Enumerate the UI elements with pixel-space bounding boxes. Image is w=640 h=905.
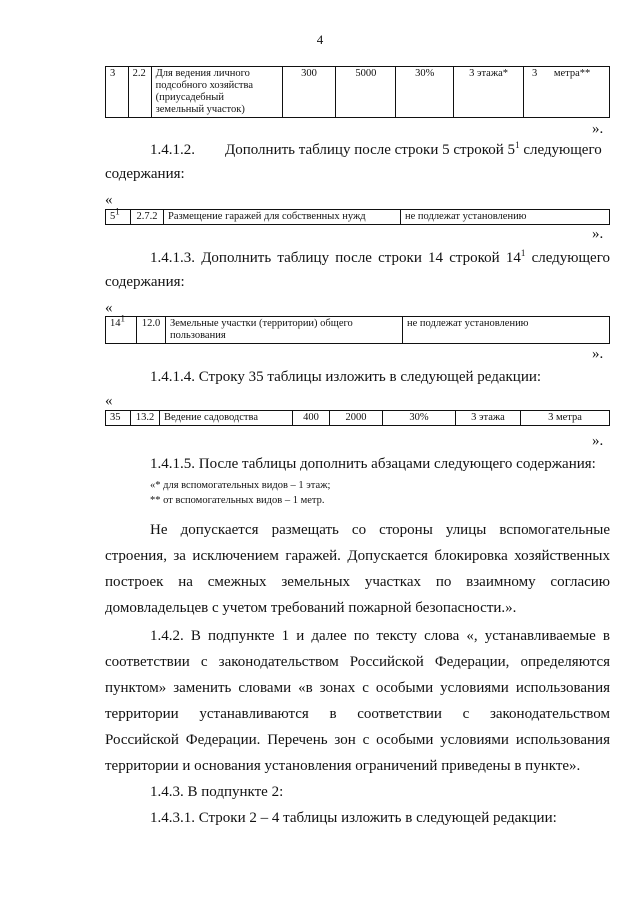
paragraph-1-4-1-2: [150, 140, 602, 160]
opening-quote: «: [105, 393, 113, 409]
cell-floors: 3 этажа: [456, 411, 521, 426]
row-number: 14: [110, 318, 121, 329]
paragraph-text: Дополнить таблицу после строки 5 строкой 5: [225, 142, 516, 158]
superscript: 1: [115, 206, 120, 217]
paragraph-line: пунктом» заменить словами «в зонах с особыми условиями использования: [105, 680, 610, 696]
closing-quote: ».: [592, 346, 604, 362]
closing-quote: ».: [592, 226, 604, 242]
row-number: 5: [110, 211, 116, 222]
cell-num: [106, 206, 131, 225]
cell-name: [166, 317, 403, 344]
paragraph-tail: следующего: [525, 250, 610, 266]
cell-value: не подлежат установлению: [401, 210, 610, 225]
cell-max-area: 5000: [336, 67, 396, 118]
cell-min-area: 300: [282, 67, 336, 118]
table-row-3: [105, 66, 610, 118]
table-row-35: [105, 410, 610, 426]
table-row-5-1: [105, 206, 610, 225]
paragraph-1-4-3-1: 1.4.3.1. Строки 2 – 4 таблицы изложить в следующей редакции:: [150, 810, 557, 826]
paragraph-line: строения, за исключением гаражей. Допускается блокировка хозяйственных: [105, 548, 610, 564]
footnote-setback: ** от вспомогательных видов – 1 метр.: [150, 495, 325, 506]
cell-code: 2.7.2: [131, 210, 164, 225]
paragraph-1-4-1-4: 1.4.1.4. Строку 35 таблицы изложить в следующей редакции:: [150, 369, 542, 385]
cell-code: 12.0: [137, 317, 166, 344]
cell-num: [106, 313, 137, 344]
cell-setback: 3 метра: [521, 411, 610, 426]
paragraph-line: содержания:: [105, 274, 185, 290]
superscript: 1: [520, 248, 526, 258]
cell-name: [151, 67, 282, 118]
paragraph-1-4-1-5: 1.4.1.5. После таблицы дополнить абзацами следующего содержания:: [150, 456, 596, 472]
paragraph-text: 1.4.1.3. Дополнить таблицу после строки 14 строкой 14: [150, 250, 521, 266]
paragraph-line: 1.4.2. В подпункте 1 и далее по тексту слова «, устанавливаемые в: [150, 628, 610, 644]
setback-unit: метра**: [553, 68, 591, 79]
cell-min-area: 400: [293, 411, 330, 426]
cell-num: 35: [106, 411, 131, 426]
cell-name-line: земельный участок): [155, 104, 245, 115]
paragraph-line: территории устанавливаются в соответствии с законодательством: [105, 706, 610, 722]
cell-name-line: Земельные участки (территории) общего: [170, 318, 353, 329]
paragraph-line: построек на смежных земельных участках по взаимному согласию: [105, 574, 610, 590]
paragraph-line: Не допускается размещать со стороны улицы вспомогательные: [150, 522, 610, 538]
cell-name-line: подсобного хозяйства: [155, 80, 254, 91]
paragraph-line: соответствии с законодательством Российской Федерации, определяются: [105, 654, 610, 670]
cell-name: Размещение гаражей для собственных нужд: [164, 210, 401, 225]
setback-value: 3: [531, 68, 538, 79]
superscript: 1: [515, 140, 520, 150]
paragraph-line: территории и основания установления ограничений приведены в пункте».: [105, 758, 581, 774]
paragraph-line: домовладельцев с учетом требований пожарной безопасности.».: [105, 600, 517, 616]
opening-quote: «: [105, 192, 113, 208]
paragraph-number: 1.4.1.2.: [150, 142, 195, 158]
superscript: 1: [120, 313, 125, 324]
cell-name-line: (приусадебный: [155, 92, 224, 103]
closing-quote: ».: [592, 433, 604, 449]
paragraph-tail: следующего: [519, 142, 602, 158]
cell-floors: 3 этажа*: [454, 67, 524, 118]
paragraph-1-4-1-3: [150, 248, 610, 268]
table-row-14-1: [105, 313, 610, 344]
paragraph-line: Российской Федерации. Перечень зон с особыми условиями использования: [105, 732, 610, 748]
cell-setback: [523, 67, 609, 118]
cell-max-area: 2000: [330, 411, 383, 426]
cell-name-line: пользования: [170, 330, 226, 341]
cell-code: 13.2: [131, 411, 160, 426]
closing-quote: ».: [592, 121, 604, 137]
cell-value: не подлежат установлению: [403, 317, 610, 344]
page-number: 4: [316, 32, 324, 47]
cell-name-line: Для ведения личного: [155, 68, 250, 79]
footnote-floors: «* для вспомогательных видов – 1 этаж;: [150, 480, 331, 491]
cell-percent: 30%: [396, 67, 454, 118]
opening-quote: «: [105, 300, 113, 316]
paragraph-1-4-3: 1.4.3. В подпункте 2:: [150, 784, 284, 800]
cell-percent: 30%: [383, 411, 456, 426]
cell-name: Ведение садоводства: [160, 411, 293, 426]
paragraph-line: содержания:: [105, 166, 185, 182]
cell-code: 2.2: [128, 67, 151, 118]
cell-num: 3: [106, 67, 129, 118]
